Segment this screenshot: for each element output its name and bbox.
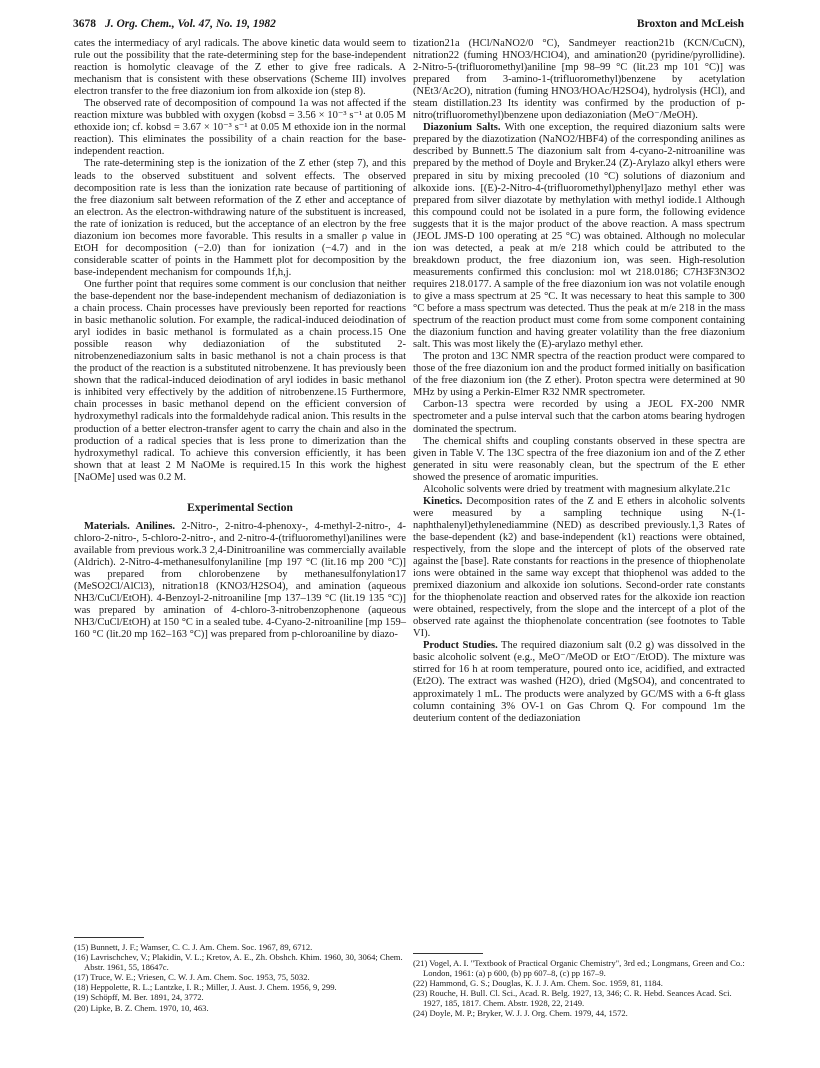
paragraph-text: With one exception, the required diazonium salts were prepared by the diazotization (NaNO2/HBF4) of the corresponding anilines as described by Bunnett.5 The diazonium salt from 4-cyano-2-nitroaniline was prepared by the method of Doyle and Bryker.24 (Z)-Arylazo alkyl ethers were prepared in situ by mixing precooled (10 °C) solutions of diazonium and alkoxide ions. [(E)-2-Nitro-4-(trifluoromethyl)phenyl]azo methyl ether was prepared from silver diazotate by methylation with methyl iodide.1 Although this compound could not be isolated in a pure form, the following evidence suggests that it is the major product of the above reaction. A mass spectrum (JEOL JMS-D 100 operating at 25 °C) was obtained. Although no molecular ion was detected, a peak at m/e 218 which could be attributed to the breakdown product, the free diazonium ion, was seen. High-resolution measurements confirmed this conclusion: mol wt 218.0186; C7H3F3N3O2 requires 218.0177. A sample of the free diazonium ion was not volatile enough to give a mass spectrum at 25 °C. It was necessary to heat this sample to 300 °C before a mass spectrum was detected. Thus the peak at m/e 218 in the mass spectrum of the reaction product must come from some component containing the diazonium function and having greater volatility than the free diazonium salt. This was most likely the (E)-arylazo methyl ether. <box>413 122 746 351</box>
paragraph: tization21a (HCl/NaNO2/0 °C), Sandmeyer reaction21b (KCN/CuCN), nitration22 (fuming HNO3/HClO4), and amination20 (pyridine/pyrollidine). 2-Nitro-5-(trifluoromethyl)aniline [mp 98–99 °C (lit.23 mp 101 °C)] was prepared from 3-amino-1-(trifluoromethyl)benzene by acetylation (NEt3/Ac2O), nitration (fuming HNO3/HOAc/H2SO4), hydrolysis (HCl), and steam distillation.23 Its identity was confirmed by the production of p-nitro(trifluoromethyl)benzene upon dediazoniation (MeO⁻/MeOH). <box>413 38 745 122</box>
paragraph-text: Decomposition rates of the Z and E ethers in alcoholic solvents were measured by a sampling technique using N-(1-naphthalenyl)ethylenediammine (NED) as described previously.1,3 Rates of the base-dependent (k2) and base-independent (k1) reactions were obtained, respectively, from the slope and the intercept of plots of the observed rate against the [base]. Rate constants for reactions in the presence of thiophenolate ions were obtained in the same way except that thiophenol was added to the premixed diazonium and alkoxide ion solutions. Second-order rate constants for the thiophenolate reaction and observed rates for the alkoxide ion reaction were obtained, respectively, from the slope and the intercept of a plot of the observed rate against the thiophenolate concentration (see footnotes to Table VI). <box>413 495 745 640</box>
run-in-heading: Diazonium Salts. <box>423 122 501 134</box>
running-header <box>73 18 744 34</box>
run-in-heading: Materials. Anilines. <box>84 520 176 532</box>
journal-citation: J. Org. Chem., Vol. 47, No. 19, 1982 <box>105 18 276 30</box>
paragraph: The observed rate of decomposition of compound 1a was not affected if the reaction mixture was bubbled with oxygen (kobsd = 3.56 × 10⁻³ s⁻¹ at 0.05 M ethoxide ion; cf. kobsd = 3.67 × 10⁻³ s⁻¹ at 0.05 M ethoxide ion in the normal reaction). This eliminates the possibility of a chain reaction for the base-independent reaction. <box>74 98 406 158</box>
paragraph-text: The required diazonium salt (0.2 g) was dissolved in the basic alcoholic solvent (e.g., MeO⁻/MeOD or EtO⁻/EtOD). The mixture was stirred for 16 h at room temperature, poured onto ice, acidified, and extracted (Et2O). The extract was washed (H2O), dried (MgSO4), and concentrated to approximately 1 mL. The products were analyzed by GC/MS with a 6-ft glass column containing 3% OV-1 on Gas Chrom Q. For compound 1m the deuterium content of the dediazoniation <box>413 640 745 724</box>
paragraph <box>413 496 745 641</box>
footnote-rule <box>413 953 483 954</box>
paragraph <box>413 122 745 351</box>
running-authors: Broxton and McLeish <box>636 18 744 30</box>
section-heading: Experimental Section <box>187 501 293 514</box>
paragraph: The chemical shifts and coupling constants observed in these spectra are given in Table V. The 13C spectra of the free diazonium ion and of the Z ether generated in situ were reasonably clean, but the spectrum of the E ether showed the presence of aromatic impurities. <box>413 435 745 483</box>
paragraph: cates the intermediacy of aryl radicals. The above kinetic data would seem to rule out the possibility that the rate-determining step for the base-independent reaction is homolytic cleavage of the Z ether to give free radicals. A mechanism that is consistent with these observations (Scheme III) involves electron transfer to the free diazonium ion from alkoxide ion (step 8). <box>74 38 406 98</box>
run-in-heading: Kinetics. <box>423 495 463 507</box>
run-in-heading: Product Studies. <box>423 640 498 652</box>
page-number: 3678 <box>73 18 96 30</box>
footnote-rule <box>74 937 144 938</box>
footnote: (20) Lipke, B. Z. Chem. 1970, 10, 463. <box>74 1002 209 1013</box>
footnote: (24) Doyle, M. P.; Bryker, W. J. J. Org. Chem. 1979, 44, 1572. <box>413 1008 628 1019</box>
footnotes-left <box>74 942 406 1013</box>
right-column <box>413 38 745 725</box>
footnote: (21) Vogel, A. I. "Textbook of Practical Organic Chemistry", 3rd ed.; Longmans, Green and Co.: London, 1961: (a) p 600, (b) pp 607–8, (c) pp 167–9. <box>413 958 745 979</box>
footnote: (19) Schöpff, M. Ber. 1891, 24, 3772. <box>74 992 204 1003</box>
paragraph <box>74 521 406 641</box>
paragraph <box>413 640 745 724</box>
footnote: (16) Lavrischchev, V.; Plakidin, V. L.; Kretov, A. E., Zh. Obshch. Khim. 1960, 30, 3064; Chem. Abstr. 1961, 55, 18647c. <box>74 952 403 973</box>
footnote: (22) Hammond, G. S.; Douglas, K. J. J. Am. Chem. Soc. 1959, 81, 1184. <box>413 978 663 989</box>
paragraph: Carbon-13 spectra were recorded by using a JEOL FX-200 NMR spectrometer and a pulse interval such that the carbon atoms bearing hydrogen dominated the spectrum. <box>413 399 745 435</box>
footnote: (23) Rouche, H. Bull. Cl. Sci., Acad. R. Belg. 1927, 13, 346; C. R. Hebd. Seances Acad. Sci. 1927, 185, 1817. Chem. Abstr. 1928, 22, 2149. <box>413 988 732 1009</box>
paragraph: The rate-determining step is the ionization of the Z ether (step 7), and this leads to the observed substituent and solvent effects. The observed decomposition rate is less than the ionization rate because of partitioning of the free diazonium salt between reformation of the Z ether and acceptance of an electron. As the electron-withdrawing nature of the substituent is increased, the rate of ionization is reduced, but the acceptance of an electron by the free diazonium ion becomes more favorable. This results in a smaller ρ value in EtOH for decomposition (−2.0) than for ionization (−4.7) and in the considerable scatter of points in the Hammett plot for decomposition by the base-independent mechanism for compounds 1f,h,j. <box>74 158 406 278</box>
paragraph: The proton and 13C NMR spectra of the reaction product were compared to those of the free diazonium ion and the product formed initially on basification of the free diazonium ion (the Z ether). Proton spectra were determined at 90 MHz by using a Perkin-Elmer R32 NMR spectrometer. <box>413 351 745 399</box>
footnote: (18) Heppolette, R. L.; Lantzke, I. R.; Miller, J. Aust. J. Chem. 1956, 9, 299. <box>74 982 337 993</box>
footnote: (15) Bunnett, J. F.; Wamser, C. C. J. Am. Chem. Soc. 1967, 89, 6712. <box>74 942 313 952</box>
paragraph: Alcoholic solvents were dried by treatment with magnesium alkylate.21c <box>423 483 731 495</box>
footnote: (17) Truce, W. E.; Vriesen, C. W. J. Am. Chem. Soc. 1953, 75, 5032. <box>74 972 310 983</box>
paragraph-text: 2-Nitro-, 2-nitro-4-phenoxy-, 4-methyl-2-nitro-, 4-chloro-2-nitro-, 5-chloro-2-nitro-, and 2-nitro-4-(trifluoromethyl)anilines were available from previous work.3 2,4-Dinitroaniline was commercially available (Aldrich). 2-Nitro-4-methanesulfonylaniline [mp 197 °C (lit.16 mp 200 °C)] was prepared from chlorobenzene by methanesulfonylation17 (MeSO2Cl/AlCl3), nitration18 (KNO3/H2SO4), and amination (aqueous NH3/CuCl/EtOH). 4-Benzoyl-2-nitroaniline [mp 137–139 °C (lit.19 135 °C)] was prepared by amination of 4-chloro-3-nitrobenzophenone (aqueous NH3/CuCl/EtOH) at 150 °C in a sealed tube. 4-Cyano-2-nitroaniline [mp 159–160 °C (lit.20 mp 162–163 °C)] was prepared from p-chloroaniline by diazo- <box>74 520 406 641</box>
paragraph: One further point that requires some comment is our conclusion that neither the base-dependent nor the base-independent mechanism of dediazoniation is a chain process. Chain processes have previously been reported for reactions in basic methanolic solution. For example, the radical-induced deiodination of aryl iodides in basic methanol is formulated as a chain process.15 One possible reason why dediazoniation of the substituted 2-nitrobenzenediazonium salts in basic methanol is not a chain process is that the product of the reaction is a substituted nitrobenzene. It has previously been shown that the radical-induced deiodination of aryl iodides in basic methanol is inhibited very effectively by the addition of nitrobenzene.15 Furthermore, chain processes in basic methanol depend on the efficient conversion of hydroxymethyl radicals into the formaldehyde radical anion. This results in the production of a better electron-transfer agent to carry the chain and also in the production of a radical species that is less prone to dimerization than the hydroxymethyl radical. To achieve this conversion efficiently, it has been shown that at least 2 M NaOMe is required.15 In this work the highest [NaOMe] used was 0.2 M. <box>74 278 406 483</box>
footnotes-right <box>413 958 745 1019</box>
left-column <box>74 38 406 641</box>
